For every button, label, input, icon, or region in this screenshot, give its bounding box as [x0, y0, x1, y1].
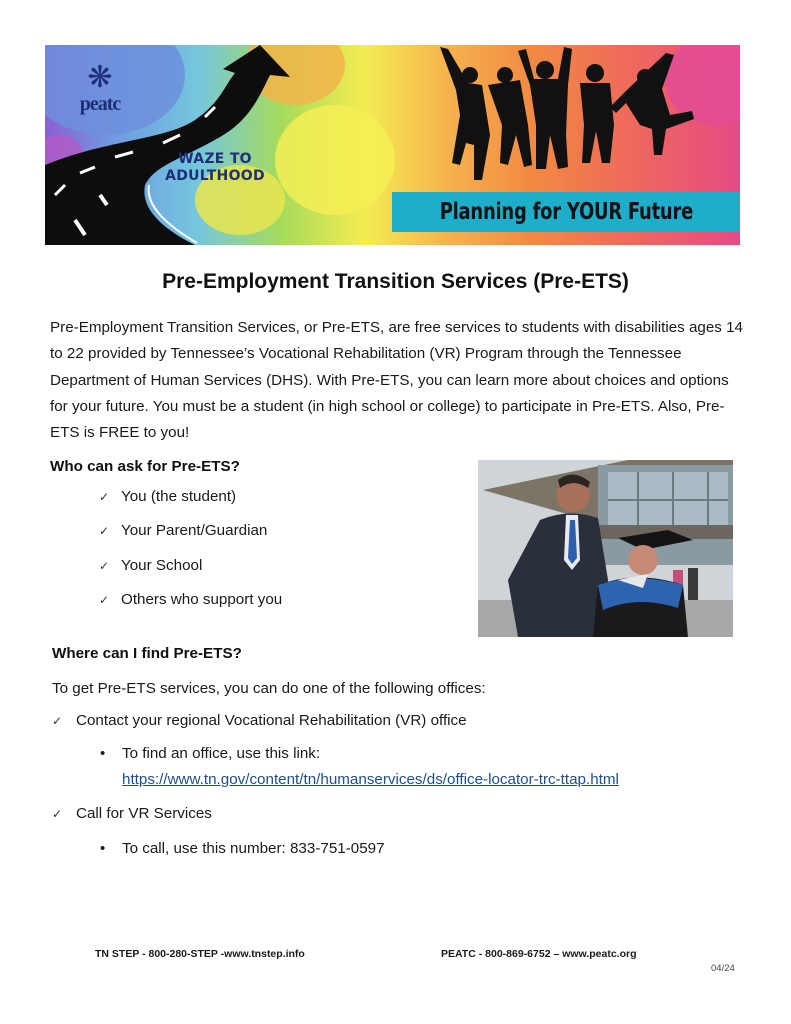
footer-date: 04/24 — [711, 963, 735, 974]
graduation-photo — [478, 460, 733, 637]
sub-list-item: • To find an office, use this link: https://www.tn.gov/content/tn/humanservices/ds/office-locator-trc-ttap.html — [100, 741, 619, 793]
list-item: ✓ Contact your regional Vocational Rehabilitation (VR) office — [52, 712, 467, 729]
checkmark-icon: ✓ — [99, 524, 110, 539]
checkmark-icon: ✓ — [52, 714, 63, 728]
list-item: ✓ Your Parent/Guardian — [99, 522, 268, 540]
office-locator-link[interactable]: https://www.tn.gov/content/tn/humanservices/ds/office-locator-trc-ttap.html — [122, 771, 619, 788]
bullet-icon: • — [100, 745, 106, 762]
checkmark-icon: ✓ — [99, 592, 110, 607]
tagline-banner — [392, 192, 740, 232]
list-item: ✓ Call for VR Services — [52, 805, 212, 822]
header-banner — [45, 45, 740, 245]
list-item: ✓ Your School — [99, 556, 203, 574]
photo-illustration — [478, 460, 733, 637]
snowflake-icon: ❋ — [87, 61, 113, 94]
sub-list-item: • To call, use this number: 833-751-0597 — [100, 836, 385, 862]
checkmark-icon: ✓ — [99, 490, 110, 504]
where-section-heading: Where can I find Pre-ETS? — [52, 645, 242, 662]
list-item: ✓ You (the student) — [99, 488, 237, 505]
who-list — [99, 488, 282, 625]
checkmark-icon: ✓ — [99, 558, 110, 573]
page-title: Pre-Employment Transition Services (Pre-ETS) — [162, 270, 629, 293]
list-item: ✓ Others who support you — [99, 590, 283, 608]
road-arrow-icon — [45, 45, 305, 245]
tagline-text: Planning for YOUR Future — [439, 199, 693, 225]
peatc-logo: ❋ peatc — [65, 63, 135, 116]
jumping-people-silhouettes — [430, 45, 710, 195]
footer-tnstep-contact: TN STEP - 800-280-STEP -www.tnstep.info — [95, 948, 305, 960]
where-intro-text: To get Pre-ETS services, you can do one of the following offices: — [52, 680, 486, 697]
intro-paragraph: Pre-Employment Transition Services, or Pre-ETS, are free services to students with disabilities ages 14 to 22 provided by Tennessee’s Vocational Rehabilitation (VR) Program through the Tennessee Department of Human Services (DHS). With Pre-ETS, you can learn more about choices and options for your future. You must be a student (in high school or college) to participate in Pre-ETS. Also, Pre-ETS is FREE to you! — [50, 319, 744, 442]
footer-peatc-contact: PEATC - 800-869-6752 – www.peatc.org — [441, 948, 637, 960]
bullet-icon: • — [100, 840, 106, 857]
checkmark-icon: ✓ — [52, 807, 63, 821]
who-section-heading: Who can ask for Pre-ETS? — [50, 458, 240, 475]
waze-to-adulthood-title: WAZE TO ADULTHOOD — [165, 151, 265, 184]
